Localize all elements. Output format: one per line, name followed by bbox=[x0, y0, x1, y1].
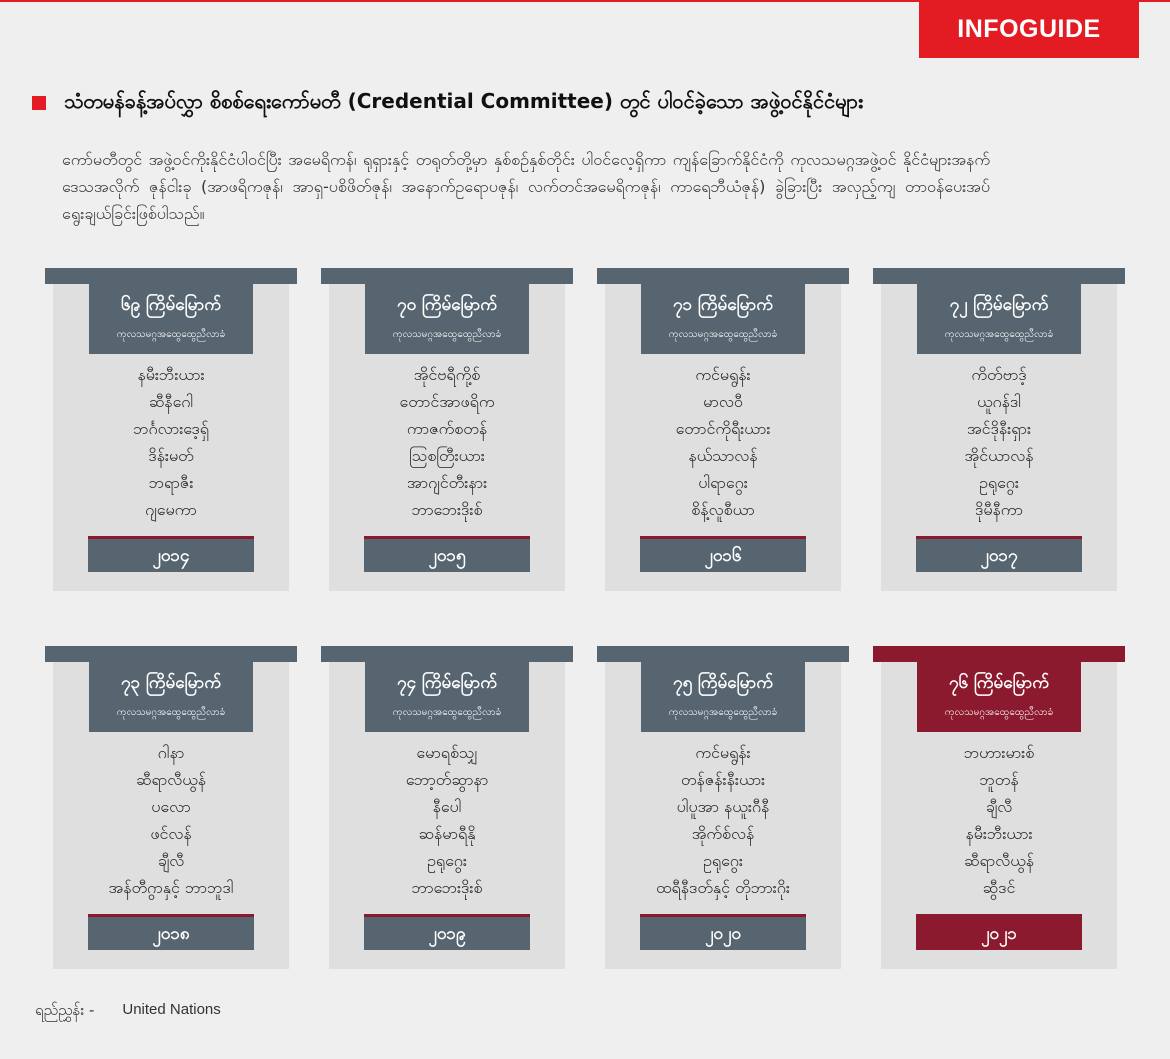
session-year: ၂၀၁၅ bbox=[364, 536, 530, 572]
session-number: ၆၉ ကြိမ်မြောက် bbox=[121, 295, 221, 315]
source-org: United Nations bbox=[122, 1001, 221, 1018]
session-card bbox=[873, 646, 1125, 969]
card-top-bar bbox=[45, 268, 297, 284]
member-country: ဥရုဂွေး bbox=[427, 851, 467, 870]
session-label bbox=[917, 284, 1081, 354]
session-year: ၂၀၂၀ bbox=[640, 914, 806, 950]
session-label bbox=[917, 662, 1081, 732]
member-country: ပါပူအာ နယူးဂီနီ bbox=[676, 797, 770, 816]
session-subtitle: ကုလသမဂ္ဂအထွေထွေညီလာခံ bbox=[392, 707, 502, 718]
member-country: ဘင်္ဂလားဒေ့ရှ် bbox=[133, 419, 209, 438]
member-country: နယ်သာလန် bbox=[688, 446, 758, 465]
member-country: ဘဟားမားစ် bbox=[963, 743, 1035, 762]
card-top-bar bbox=[873, 268, 1125, 284]
member-country: ဘာဘေးဒိုးစ် bbox=[411, 878, 483, 897]
member-list bbox=[53, 739, 289, 901]
session-card bbox=[873, 268, 1125, 591]
member-list bbox=[605, 739, 841, 901]
member-country: ထရီနီဒတ်နှင့် တိုဘားဂိုး bbox=[656, 878, 790, 897]
session-number: ၇၄ ကြိမ်မြောက် bbox=[397, 673, 497, 693]
member-list bbox=[329, 739, 565, 901]
member-country: ဂါနာ bbox=[157, 743, 185, 762]
member-country: အိုက်စ်လန် bbox=[691, 824, 755, 843]
member-country: မာလဝီ bbox=[703, 392, 743, 411]
member-country: အာဂျင်တီးနား bbox=[406, 473, 488, 492]
member-country: ဒိုမီနီကာ bbox=[975, 500, 1023, 519]
session-subtitle: ကုလသမဂ္ဂအထွေထွေညီလာခံ bbox=[944, 329, 1054, 340]
session-label bbox=[365, 662, 529, 732]
member-country: အိုင်ဗရီကို့စ် bbox=[413, 365, 481, 384]
session-label bbox=[89, 284, 253, 354]
session-card bbox=[321, 268, 573, 591]
intro-paragraph: ကော်မတီတွင် အဖွဲ့ဝင်ကိုးနိုင်ငံပါဝင်ပြီး အမေရိကန်၊ ရုရှားနှင့် တရုတ်တို့မှာ နှစ်စဉ်နှစ်တိုင်း ပါဝင်လေ့ရှိကာ ကျန်ခြောက်နိုင်ငံကို ကုလသမဂ္ဂအဖွဲ့ဝင် နိုင်ငံများအနက် ဒေသအလိုက် ဇုန်ငါးခု (အာဖရိကဇုန်၊ အာရှ-ပစိဖိတ်ဇုန်၊ အနောက်ဥရောပဇုန်၊ လက်တင်အမေရိကဇုန်၊ ကာရေဘီယံဇုန်) ခွဲခြားပြီး အလှည့်ကျ တာဝန်ပေးအပ် ရွေးချယ်ခြင်းဖြစ်ပါသည်။ bbox=[62, 150, 990, 223]
card-top-bar bbox=[321, 268, 573, 284]
member-country: တန်ဇန်းနီးယား bbox=[680, 770, 766, 789]
member-country: ဥရုဂွေး bbox=[979, 473, 1019, 492]
source-label: ရည်ညွှန်း - bbox=[35, 1001, 95, 1019]
member-country: ပလော bbox=[151, 797, 191, 816]
member-country: ဆီရာလီယွန် bbox=[135, 770, 207, 789]
session-label bbox=[641, 284, 805, 354]
member-country: ကာဇက်စတန် bbox=[406, 419, 488, 438]
session-card bbox=[597, 646, 849, 969]
member-country: ပါရာဂွေး bbox=[698, 473, 748, 492]
card-top-bar bbox=[597, 268, 849, 284]
member-country: ဆွီဒင် bbox=[982, 878, 1016, 897]
member-country: ဒိန်းမတ် bbox=[148, 446, 194, 465]
member-country: စိန့်လူစီယာ bbox=[691, 500, 755, 519]
session-number: ၇၅ ကြိမ်မြောက် bbox=[673, 673, 773, 693]
session-subtitle: ကုလသမဂ္ဂအထွေထွေညီလာခံ bbox=[392, 329, 502, 340]
member-country: ချီလီ bbox=[985, 797, 1013, 816]
member-country: ကိတ်ဗာဒ့် bbox=[971, 365, 1027, 384]
session-label bbox=[365, 284, 529, 354]
member-country: တောင်ကိုရီးယား bbox=[675, 419, 771, 438]
session-card bbox=[45, 646, 297, 969]
session-year: ၂၀၁၈ bbox=[88, 914, 254, 950]
member-list bbox=[53, 361, 289, 523]
member-country: နီပေါ bbox=[432, 797, 462, 816]
member-country: ဖင်လန် bbox=[150, 824, 192, 843]
member-list bbox=[605, 361, 841, 523]
card-top-bar bbox=[45, 646, 297, 662]
session-subtitle: ကုလသမဂ္ဂအထွေထွေညီလာခံ bbox=[668, 329, 778, 340]
member-country: ချီလီ bbox=[157, 851, 185, 870]
member-country: ဆီရာလီယွန် bbox=[963, 851, 1035, 870]
member-country: ဩစတြီးယား bbox=[409, 446, 485, 465]
member-country: ယူဂန်ဒါ bbox=[976, 392, 1022, 411]
member-country: နမီးဘီးယား bbox=[137, 365, 205, 384]
infoguide-badge: INFOGUIDE bbox=[919, 0, 1139, 58]
member-country: အန်တီဂွာနှင့် ဘာဘူဒါ bbox=[108, 878, 234, 897]
member-country: ဘာဘေးဒိုးစ် bbox=[411, 500, 483, 519]
session-number: ၇၀ ကြိမ်မြောက် bbox=[397, 295, 497, 315]
session-number: ၇၆ ကြိမ်မြောက် bbox=[949, 673, 1049, 693]
session-year: ၂၀၁၄ bbox=[88, 536, 254, 572]
session-card bbox=[45, 268, 297, 591]
member-country: ဆန်မာရီနို bbox=[418, 824, 476, 843]
session-card bbox=[597, 268, 849, 591]
member-country: ဂျမေကာ bbox=[145, 500, 197, 519]
member-country: အင်ဒိုနီးရှား bbox=[966, 419, 1032, 438]
member-country: ဘူတန် bbox=[979, 770, 1019, 789]
session-subtitle: ကုလသမဂ္ဂအထွေထွေညီလာခံ bbox=[944, 707, 1054, 718]
member-country: တောင်အာဖရိက bbox=[399, 392, 495, 411]
session-number: ၇၂ ကြိမ်မြောက် bbox=[949, 295, 1049, 315]
card-top-bar bbox=[321, 646, 573, 662]
member-country: ကင်မရွန်း bbox=[695, 743, 751, 762]
member-country: ဥရုဂွေး bbox=[703, 851, 743, 870]
member-country: ဆီနီဂေါ bbox=[148, 392, 194, 411]
page-title: သံတမန်ခန့်အပ်လွှာ စိစစ်ရေးကော်မတီ (Credential Committee) တွင် ပါဝင်ခဲ့သော အဖွဲ့ဝင်နိုင်ငံများ bbox=[64, 89, 864, 113]
heading-bullet-icon bbox=[32, 96, 46, 110]
session-subtitle: ကုလသမဂ္ဂအထွေထွေညီလာခံ bbox=[116, 329, 226, 340]
page-heading bbox=[32, 88, 1142, 118]
session-year: ၂၀၁၉ bbox=[364, 914, 530, 950]
session-label bbox=[89, 662, 253, 732]
member-country: နမီးဘီးယား bbox=[965, 824, 1033, 843]
card-top-bar bbox=[597, 646, 849, 662]
session-subtitle: ကုလသမဂ္ဂအထွေထွေညီလာခံ bbox=[668, 707, 778, 718]
session-year: ၂၀၁၇ bbox=[916, 536, 1082, 572]
member-country: ဘော့တ်ဆွာနာ bbox=[405, 770, 489, 789]
member-list bbox=[881, 739, 1117, 901]
session-year: ၂၀၂၁ bbox=[916, 914, 1082, 950]
session-year: ၂၀၁၆ bbox=[640, 536, 806, 572]
source-line bbox=[35, 1001, 221, 1023]
member-list bbox=[881, 361, 1117, 523]
session-number: ၇၃ ကြိမ်မြောက် bbox=[121, 673, 221, 693]
member-country: အိုင်ယာလန် bbox=[964, 446, 1034, 465]
session-number: ၇၁ ကြိမ်မြောက် bbox=[673, 295, 773, 315]
member-list bbox=[329, 361, 565, 523]
session-label bbox=[641, 662, 805, 732]
card-top-bar bbox=[873, 646, 1125, 662]
session-subtitle: ကုလသမဂ္ဂအထွေထွေညီလာခံ bbox=[116, 707, 226, 718]
member-country: ကင်မရွန်း bbox=[695, 365, 751, 384]
member-country: ဘရာဇီး bbox=[148, 473, 194, 492]
session-card bbox=[321, 646, 573, 969]
member-country: မောရစ်သျှ bbox=[416, 743, 478, 762]
